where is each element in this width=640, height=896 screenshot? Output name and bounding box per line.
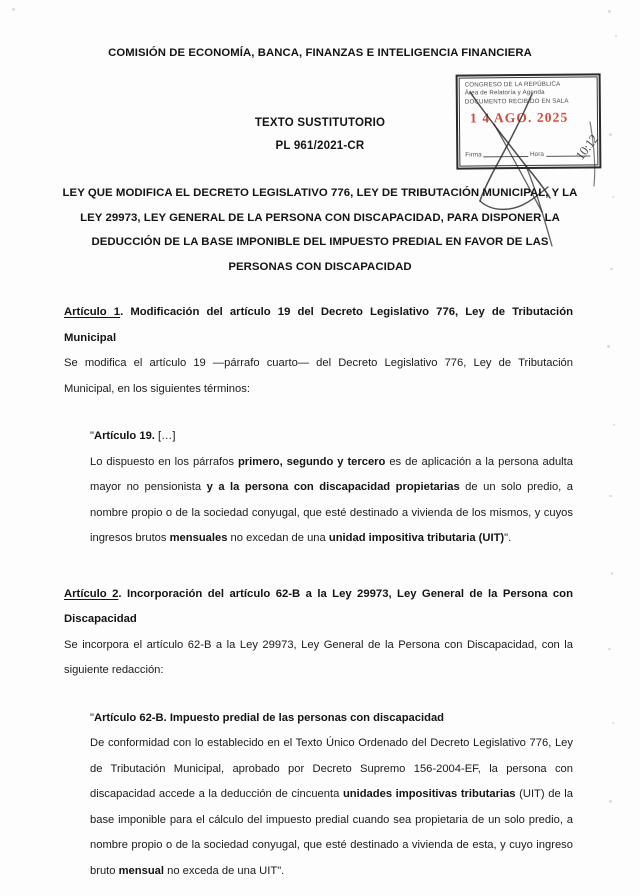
quote-open-mark-1: ": [90, 430, 94, 442]
stamp-header-lines: [465, 80, 592, 106]
quoted-article-62b-label: Artículo 62-B. Impuesto predial de las personas con discapacidad: [93, 711, 445, 724]
scan-speckle: [609, 495, 612, 497]
article-2-quote-body: De conformidad con lo establecido en el Texto Único Ordenado del Decreto Legislativo 776, Ley de Tributación Municipal, aprobado por Decreto Supremo 156-2004-EF, la persona con discapacidad accede a la deducción de cincuenta unidades impositivas tributarias (UIT) de la base imponible para el cálculo del impuesto predial cuando sea propietaria de un solo predio, a nombre propio o de la sociedad conyugal, que esté destinado a vivienda de esta, y cuyo ingreso bruto mensual no exceda de una UIT".: [90, 737, 573, 877]
stamp-hour-value: 10:12: [572, 131, 602, 163]
article-1-quote-body: Lo dispuesto en los párrafos primero, segundo y tercero es de aplicación a la persona adulta mayor no pensionista y a la persona con discapacidad propietarias de un solo predio, a nombre propio o de la sociedad conyugal, que esté destinado a vivienda de los mismos, y cuyos ingresos brutos mensuales no excedan de una unidad impositiva tributaria (UIT)".: [90, 455, 573, 544]
stamp-hour-label: Hora: [530, 150, 544, 158]
document-subtitle: [0, 117, 640, 152]
quoted-article-19-ellipsis: […]: [154, 430, 176, 442]
article-2-heading-rest: . Incorporación del artículo 62-B a la Ley 29973, Ley General de la Persona con Discapacidad: [64, 587, 573, 625]
stamp-line-2: Área de Relatoría y Agenda: [464, 89, 545, 97]
article-1-quote-heading: [90, 424, 573, 450]
scan-speckle: [608, 648, 611, 650]
commission-title: COMISIÓN DE ECONOMÍA, BANCA, FINANZAS E INTELIGENCIA FINANCIERA: [108, 47, 532, 59]
scan-speckle: [12, 8, 15, 11]
bill-number: PL 961/2021-CR: [275, 140, 365, 152]
article-2-intro: Se incorpora el artículo 62-B a la Ley 29973, Ley General de la Persona con Discapacidad, con la siguiente redacción:: [64, 638, 573, 676]
article-1-quote: [90, 424, 573, 552]
stamp-signature-rule: [484, 155, 528, 157]
stamp-date: 1 4 AGO. 2025: [469, 109, 569, 126]
law-title: LEY QUE MODIFICA EL DECRETO LEGISLATIVO 776, LEY DE TRIBUTACIÓN MUNICIPAL, Y LA LEY 29973, LEY GENERAL DE LA PERSONA CON DISCAPACIDAD, PARA DISPONER LA DEDUCCIÓN DE LA BASE IMPONIBLE DEL IMPUESTO PREDIAL EN FAVOR DE LAS PERSONAS CON DISCAPACIDAD: [62, 187, 578, 273]
scan-speckle: [609, 800, 612, 803]
stamp-signature-label: Firma: [465, 151, 482, 159]
scan-speckle: [613, 424, 615, 426]
scan-speckle: [609, 133, 612, 136]
scan-speckle: [612, 722, 614, 724]
quote-open-mark-2: ": [90, 711, 94, 724]
quoted-article-19-label: Artículo 19.: [93, 430, 155, 442]
article-2-quote: [90, 706, 573, 885]
document-body: [64, 300, 573, 884]
stamp-line-3: DOCUMENTO RECIBIDO EN SALA: [464, 97, 569, 106]
scan-speckle: [607, 345, 610, 348]
article-2-heading: [64, 582, 573, 633]
article-1-heading: [64, 300, 573, 351]
scan-speckle: [610, 268, 613, 270]
article-1-intro: Se modifica el artículo 19 —párrafo cuarto— del Decreto Legislativo 776, Ley de Tributación Municipal, en los siguientes términos:: [64, 357, 573, 395]
scan-speckle: [611, 572, 613, 575]
stamp-line-1: CONGRESO DE LA REPÚBLICA: [464, 80, 561, 89]
scan-speckle: [608, 10, 611, 13]
article-1-number: Artículo 1: [64, 306, 121, 318]
scan-speckle: [612, 196, 614, 198]
article-section-1: [64, 300, 573, 552]
article-2-quote-heading: [90, 706, 573, 732]
article-2-number: Artículo 2: [64, 587, 119, 600]
article-section-2: [64, 582, 573, 885]
article-1-heading-rest: . Modificación del artículo 19 del Decreto Legislativo 776, Ley de Tributación Municipal: [64, 306, 573, 344]
scan-speckle: [615, 35, 617, 37]
document-type: TEXTO SUSTITUTORIO: [254, 117, 386, 129]
